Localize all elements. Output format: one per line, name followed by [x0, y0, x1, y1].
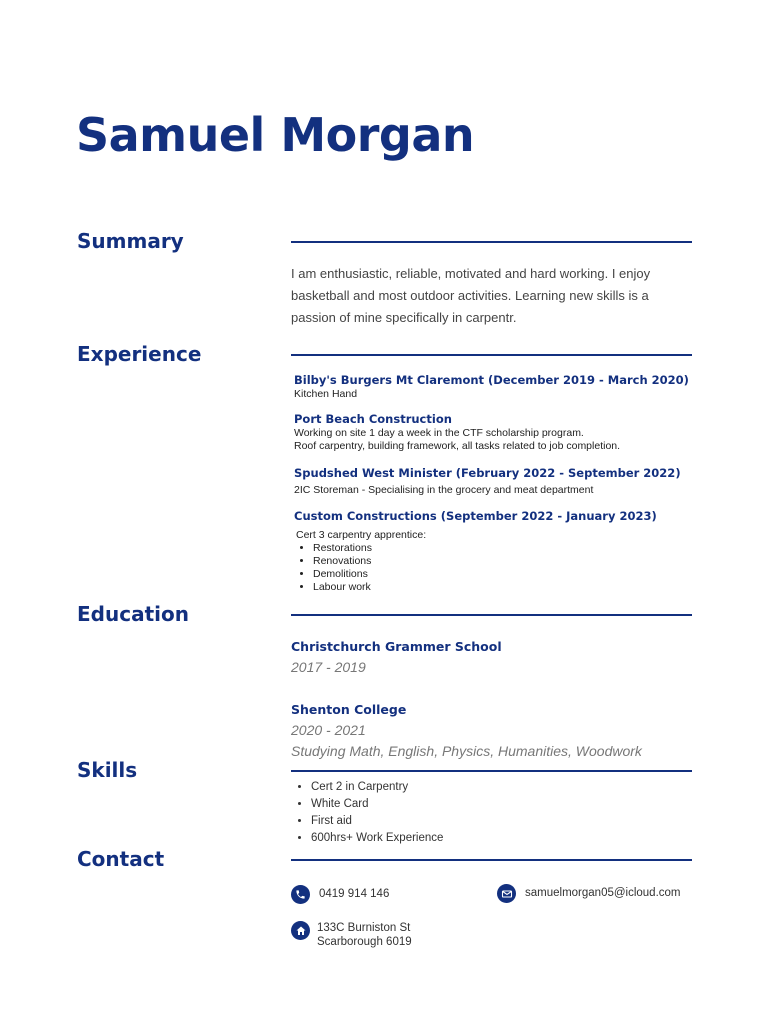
experience-detail: Roof carpentry, building framework, all tasks related to job completion.: [294, 440, 621, 452]
section-title-education: Education: [77, 602, 189, 626]
address: [317, 921, 412, 949]
contact-address: [291, 921, 412, 949]
section-title-contact: Contact: [77, 847, 165, 871]
section-title-summary: Summary: [77, 229, 184, 253]
experience-item: [294, 465, 694, 497]
resume-name: Samuel Morgan: [76, 108, 475, 162]
section-divider: [291, 614, 692, 616]
experience-item: [294, 411, 694, 453]
experience-title: Bilby's Burgers Mt Claremont (December 2019 - March 2020): [294, 373, 689, 387]
experience-detail: Working on site 1 day a week in the CTF scholarship program.: [294, 427, 584, 439]
list-item: • White Card: [311, 796, 443, 813]
education-school: Christchurch Grammer School: [291, 639, 502, 654]
experience-title: Spudshed West Minister (February 2022 - September 2022): [294, 466, 681, 480]
email-address: samuelmorgan05@icloud.com: [525, 887, 681, 899]
phone-icon: [291, 885, 310, 904]
phone-number: 0419 914 146: [319, 888, 390, 900]
education-school: Shenton College: [291, 702, 407, 717]
education-note: Studying Math, English, Physics, Humanities, Woodwork: [291, 743, 642, 759]
list-item: • Demolitions: [313, 568, 694, 581]
skills-list: [291, 779, 443, 847]
section-divider: [291, 241, 692, 243]
experience-detail: 2IC Storeman - Specialising in the grocery and meat department: [294, 484, 594, 496]
contact-email: [497, 884, 681, 903]
list-item: • First aid: [311, 813, 443, 830]
section-title-skills: Skills: [77, 758, 138, 782]
list-item: • Renovations: [313, 555, 694, 568]
experience-detail: Cert 3 carpentry apprentice:: [296, 529, 427, 541]
home-icon: [291, 921, 310, 940]
section-title-experience: Experience: [77, 342, 202, 366]
list-item: • Cert 2 in Carpentry: [311, 779, 443, 796]
list-item: • 600hrs+ Work Experience: [311, 830, 443, 847]
email-icon: [497, 884, 516, 903]
experience-detail: Kitchen Hand: [294, 388, 358, 400]
list-item: • Restorations: [313, 542, 694, 555]
education-item: [291, 700, 691, 762]
experience-title: Custom Constructions (September 2022 - January 2023): [294, 509, 657, 523]
experience-item: [294, 508, 694, 594]
experience-bullet-list: [294, 542, 694, 594]
education-years: 2020 - 2021: [291, 722, 366, 738]
list-item: • Labour work: [313, 581, 694, 594]
section-divider: [291, 354, 692, 356]
contact-phone: [291, 885, 389, 904]
address-line: 133C Burniston St: [317, 922, 411, 934]
summary-text: I am enthusiastic, reliable, motivated and hard working. I enjoy basketball and most outdoor activities. Learning new skills is a passion of mine specifically in carpentr.: [291, 266, 651, 325]
experience-item: [294, 372, 694, 401]
education-years: 2017 - 2019: [291, 659, 366, 675]
experience-title: Port Beach Construction: [294, 412, 452, 426]
section-divider: [291, 859, 692, 861]
address-line: Scarborough 6019: [317, 936, 412, 948]
education-item: [291, 637, 691, 678]
section-divider: [291, 770, 692, 772]
